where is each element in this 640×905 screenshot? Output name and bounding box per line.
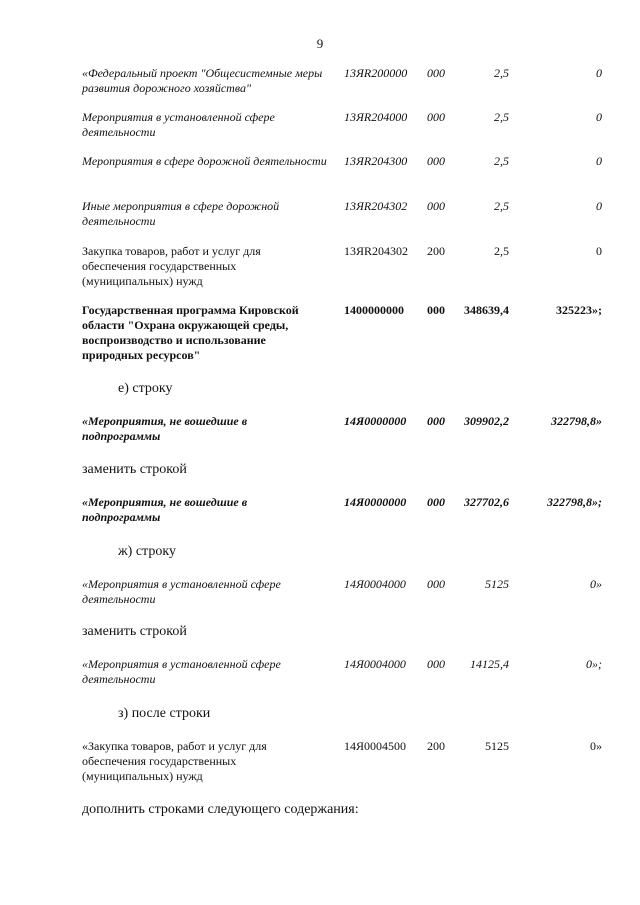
row-type: 000 (427, 657, 445, 671)
row-name: Мероприятия в сфере дорожной деятельности (82, 154, 327, 168)
row-value-2: 0 (596, 110, 602, 124)
row-name: «Федеральный проект "Общесистемные меры развития дорожного хозяйства" (82, 66, 323, 95)
row-value-1: 14125,4 (470, 657, 509, 671)
row-code: 13ЯR200000 (344, 66, 408, 80)
row-value-2: 325223»; (556, 303, 602, 317)
row-value-1: 2,5 (494, 154, 509, 168)
instruction-zh-row: ж) строку (118, 544, 176, 559)
page-number: 9 (316, 36, 324, 51)
row-value-2: 0» (590, 739, 602, 753)
instruction-replace-2: заменить строкой (82, 624, 187, 639)
instruction-z-after: з) после строки (118, 706, 211, 721)
row-type: 000 (427, 199, 445, 213)
row-name: Иные мероприятия в сфере дорожной деятельности (82, 199, 280, 228)
row-value-1: 2,5 (494, 244, 509, 258)
row-name: Мероприятия в установленной сфере деятельности (82, 110, 275, 139)
row-type: 000 (427, 303, 445, 317)
row-type: 000 (427, 154, 445, 168)
row-value-1: 2,5 (494, 66, 509, 80)
instruction-replace-1: заменить строкой (82, 462, 187, 477)
row-value-1: 348639,4 (464, 303, 509, 317)
row-code: 13ЯR204302 (344, 244, 409, 258)
row-value-2: 322798,8» (551, 414, 602, 428)
row-name: «Мероприятия в установленной сфере деятельности (82, 657, 281, 686)
row-value-1: 5125 (485, 577, 509, 591)
row-name: «Мероприятия, не вошедшие в подпрограммы (82, 495, 248, 524)
row-name: «Мероприятия, не вошедшие в подпрограммы (82, 414, 248, 443)
row-value-2: 0 (596, 154, 602, 168)
row-value-2: 0 (596, 244, 602, 258)
row-code: 14Я0000000 (344, 414, 407, 428)
row-value-1: 5125 (485, 739, 509, 753)
row-value-1: 2,5 (494, 199, 509, 213)
row-value-1: 309902,2 (464, 414, 509, 428)
row-type: 000 (427, 495, 445, 509)
row-type: 000 (427, 66, 445, 80)
row-code: 13ЯR204302 (344, 199, 408, 213)
row-type: 000 (427, 110, 445, 124)
row-code: 14Я0004500 (344, 739, 407, 753)
row-type: 000 (427, 414, 445, 428)
row-code: 14Я0004000 (344, 657, 406, 671)
row-name: Государственная программа Кировской области "Охрана окружающей среды, воспроизводство и использование природных ресурсов" (82, 303, 299, 362)
row-value-2: 322798,8»; (547, 495, 602, 509)
row-code: 14Я0004000 (344, 577, 406, 591)
row-value-1: 2,5 (494, 110, 509, 124)
row-value-2: 0» (590, 577, 602, 591)
row-type: 200 (427, 739, 445, 753)
row-code: 1400000000 (344, 303, 404, 317)
row-value-1: 327702,6 (464, 495, 509, 509)
instruction-supplement: дополнить строками следующего содержания: (82, 802, 359, 817)
row-value-2: 0 (596, 66, 602, 80)
row-name: «Закупка товаров, работ и услуг для обеспечения государственных (муниципальных) нужд (82, 739, 267, 783)
row-value-2: 0 (596, 199, 602, 213)
row-type: 000 (427, 577, 445, 591)
row-code: 13ЯR204300 (344, 154, 408, 168)
row-code: 14Я0000000 (344, 495, 407, 509)
row-value-2: 0»; (586, 657, 602, 671)
row-name: Закупка товаров, работ и услуг для обеспечения государственных (муниципальных) нужд (82, 244, 261, 288)
instruction-e-row: е) строку (118, 381, 173, 396)
row-name: «Мероприятия в установленной сфере деятельности (82, 577, 281, 606)
row-type: 200 (427, 244, 445, 258)
row-code: 13ЯR204000 (344, 110, 408, 124)
